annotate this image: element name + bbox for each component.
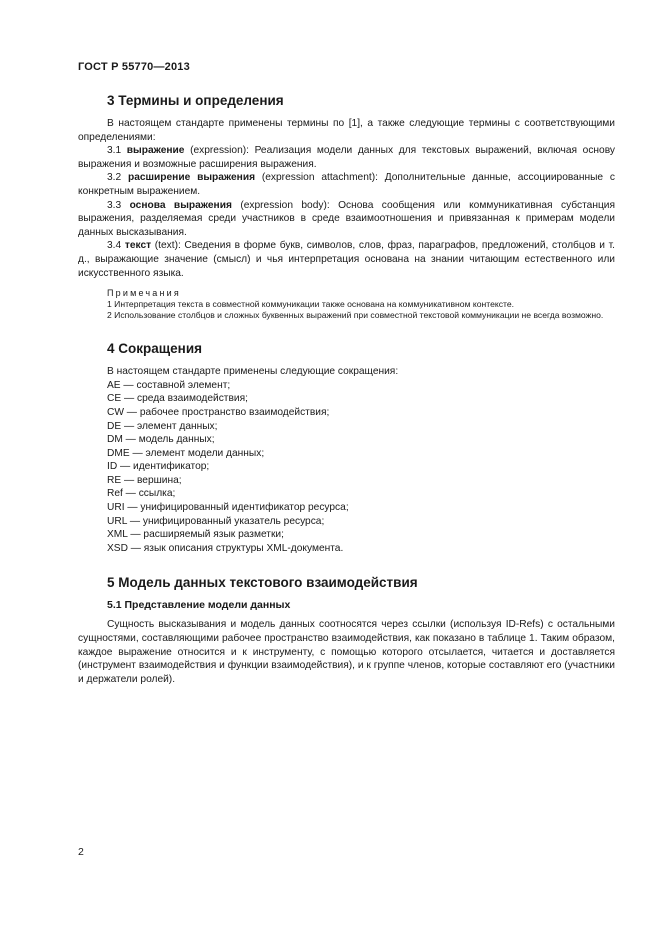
term-number: 3.2 bbox=[107, 172, 122, 184]
document-body bbox=[78, 92, 615, 686]
list-item: RE — вершина; bbox=[107, 474, 182, 486]
list-item: CE — среда взаимодействия; bbox=[107, 393, 248, 405]
subsection-title: 5.1 Представление модели данных bbox=[107, 599, 291, 612]
list-item: CW — рабочее пространство взаимодействия; bbox=[107, 406, 330, 418]
abbreviation-list bbox=[78, 379, 615, 556]
term-number: 3.4 bbox=[107, 240, 122, 252]
term-number: 3.1 bbox=[107, 145, 122, 157]
list-item: ID — идентификатор; bbox=[107, 461, 210, 473]
section-title: 3 Термины и определения bbox=[107, 93, 284, 108]
section-data-model bbox=[78, 574, 615, 686]
document-header: ГОСТ Р 55770—2013 bbox=[78, 61, 190, 73]
note-item: 1 Интерпретация текста в совместной коммуникации также основана на коммуникативном контексте. bbox=[107, 299, 515, 310]
section-title: 4 Сокращения bbox=[107, 341, 202, 357]
section-intro: В настоящем стандарте применены следующие сокращения: bbox=[107, 366, 399, 378]
term-definition bbox=[78, 199, 615, 240]
section-title: 5 Модель данных текстового взаимодействия bbox=[107, 575, 418, 591]
term-name: расширение выражения bbox=[127, 172, 256, 184]
list-item: DME — элемент модели данных; bbox=[107, 447, 265, 459]
list-item: Ref — ссылка; bbox=[107, 488, 176, 500]
term-definition bbox=[78, 144, 615, 171]
body-paragraph: Сущность высказывания и модель данных соотносятся через ссылки (используя ID-Refs) с остальными сущностями, составляющими рабочее пространство взаимодействия, как показано в таблице 1. Таким образом, каждое выражение относится и к инструменту, с помощью которого отсылается, читается и доставляется (инструмент взаимодействия и функции взаимодействия), и к группе членов, которые составляют его (участники и держатели ролей). bbox=[78, 619, 615, 685]
section-abbreviations bbox=[78, 340, 615, 555]
term-name: основа выражения bbox=[129, 199, 232, 211]
term-text: (text): Сведения в форме букв, символов, слов, фраз, параграфов, предложений, столбцов и т. д., выражающие значение (смысл) и чья интерпретация основана на знании читающим естественного или искусственного языка. bbox=[78, 240, 615, 279]
list-item: XSD — язык описания структуры XML-документа. bbox=[107, 542, 344, 554]
list-item: AE — составной элемент; bbox=[107, 379, 231, 391]
list-item: DM — модель данных; bbox=[107, 434, 215, 446]
notes-title: Примечания bbox=[107, 288, 181, 299]
notes-block bbox=[78, 288, 615, 321]
list-item: XML — расширяемый язык разметки; bbox=[107, 529, 284, 541]
term-text: (expression body): Основа сообщения или коммуникативная субстанция выражения, разделяемая среди участников в среде взаимоотношения и привязанная к примерам модели данных высказывания. bbox=[78, 199, 615, 238]
page-number: 2 bbox=[78, 846, 84, 858]
term-text: (expression attachment): Дополнительные данные, ассоциированные с конкретным выражением. bbox=[78, 172, 615, 197]
term-name: текст bbox=[124, 240, 152, 252]
list-item: DE — элемент данных; bbox=[107, 420, 218, 432]
section-terms bbox=[78, 92, 615, 321]
list-item: URI — унифицированный идентификатор ресурса; bbox=[107, 502, 349, 514]
term-number: 3.3 bbox=[107, 199, 122, 211]
note-item: 2 Использование столбцов и сложных буквенных выражений при совместной текстовой коммуникации не всегда возможно. bbox=[107, 310, 604, 321]
term-definition bbox=[78, 171, 615, 198]
term-name: выражение bbox=[126, 145, 185, 157]
term-text: (expression): Реализация модели данных для текстовых выражений, включая основу выражения и возможные расширения выражения. bbox=[78, 145, 615, 170]
list-item: URL — унифицированный указатель ресурса; bbox=[107, 515, 325, 527]
term-definition bbox=[78, 239, 615, 280]
section-intro: В настоящем стандарте применены термины по [1], а также следующие термины с соответствующими определениями: bbox=[78, 118, 615, 143]
